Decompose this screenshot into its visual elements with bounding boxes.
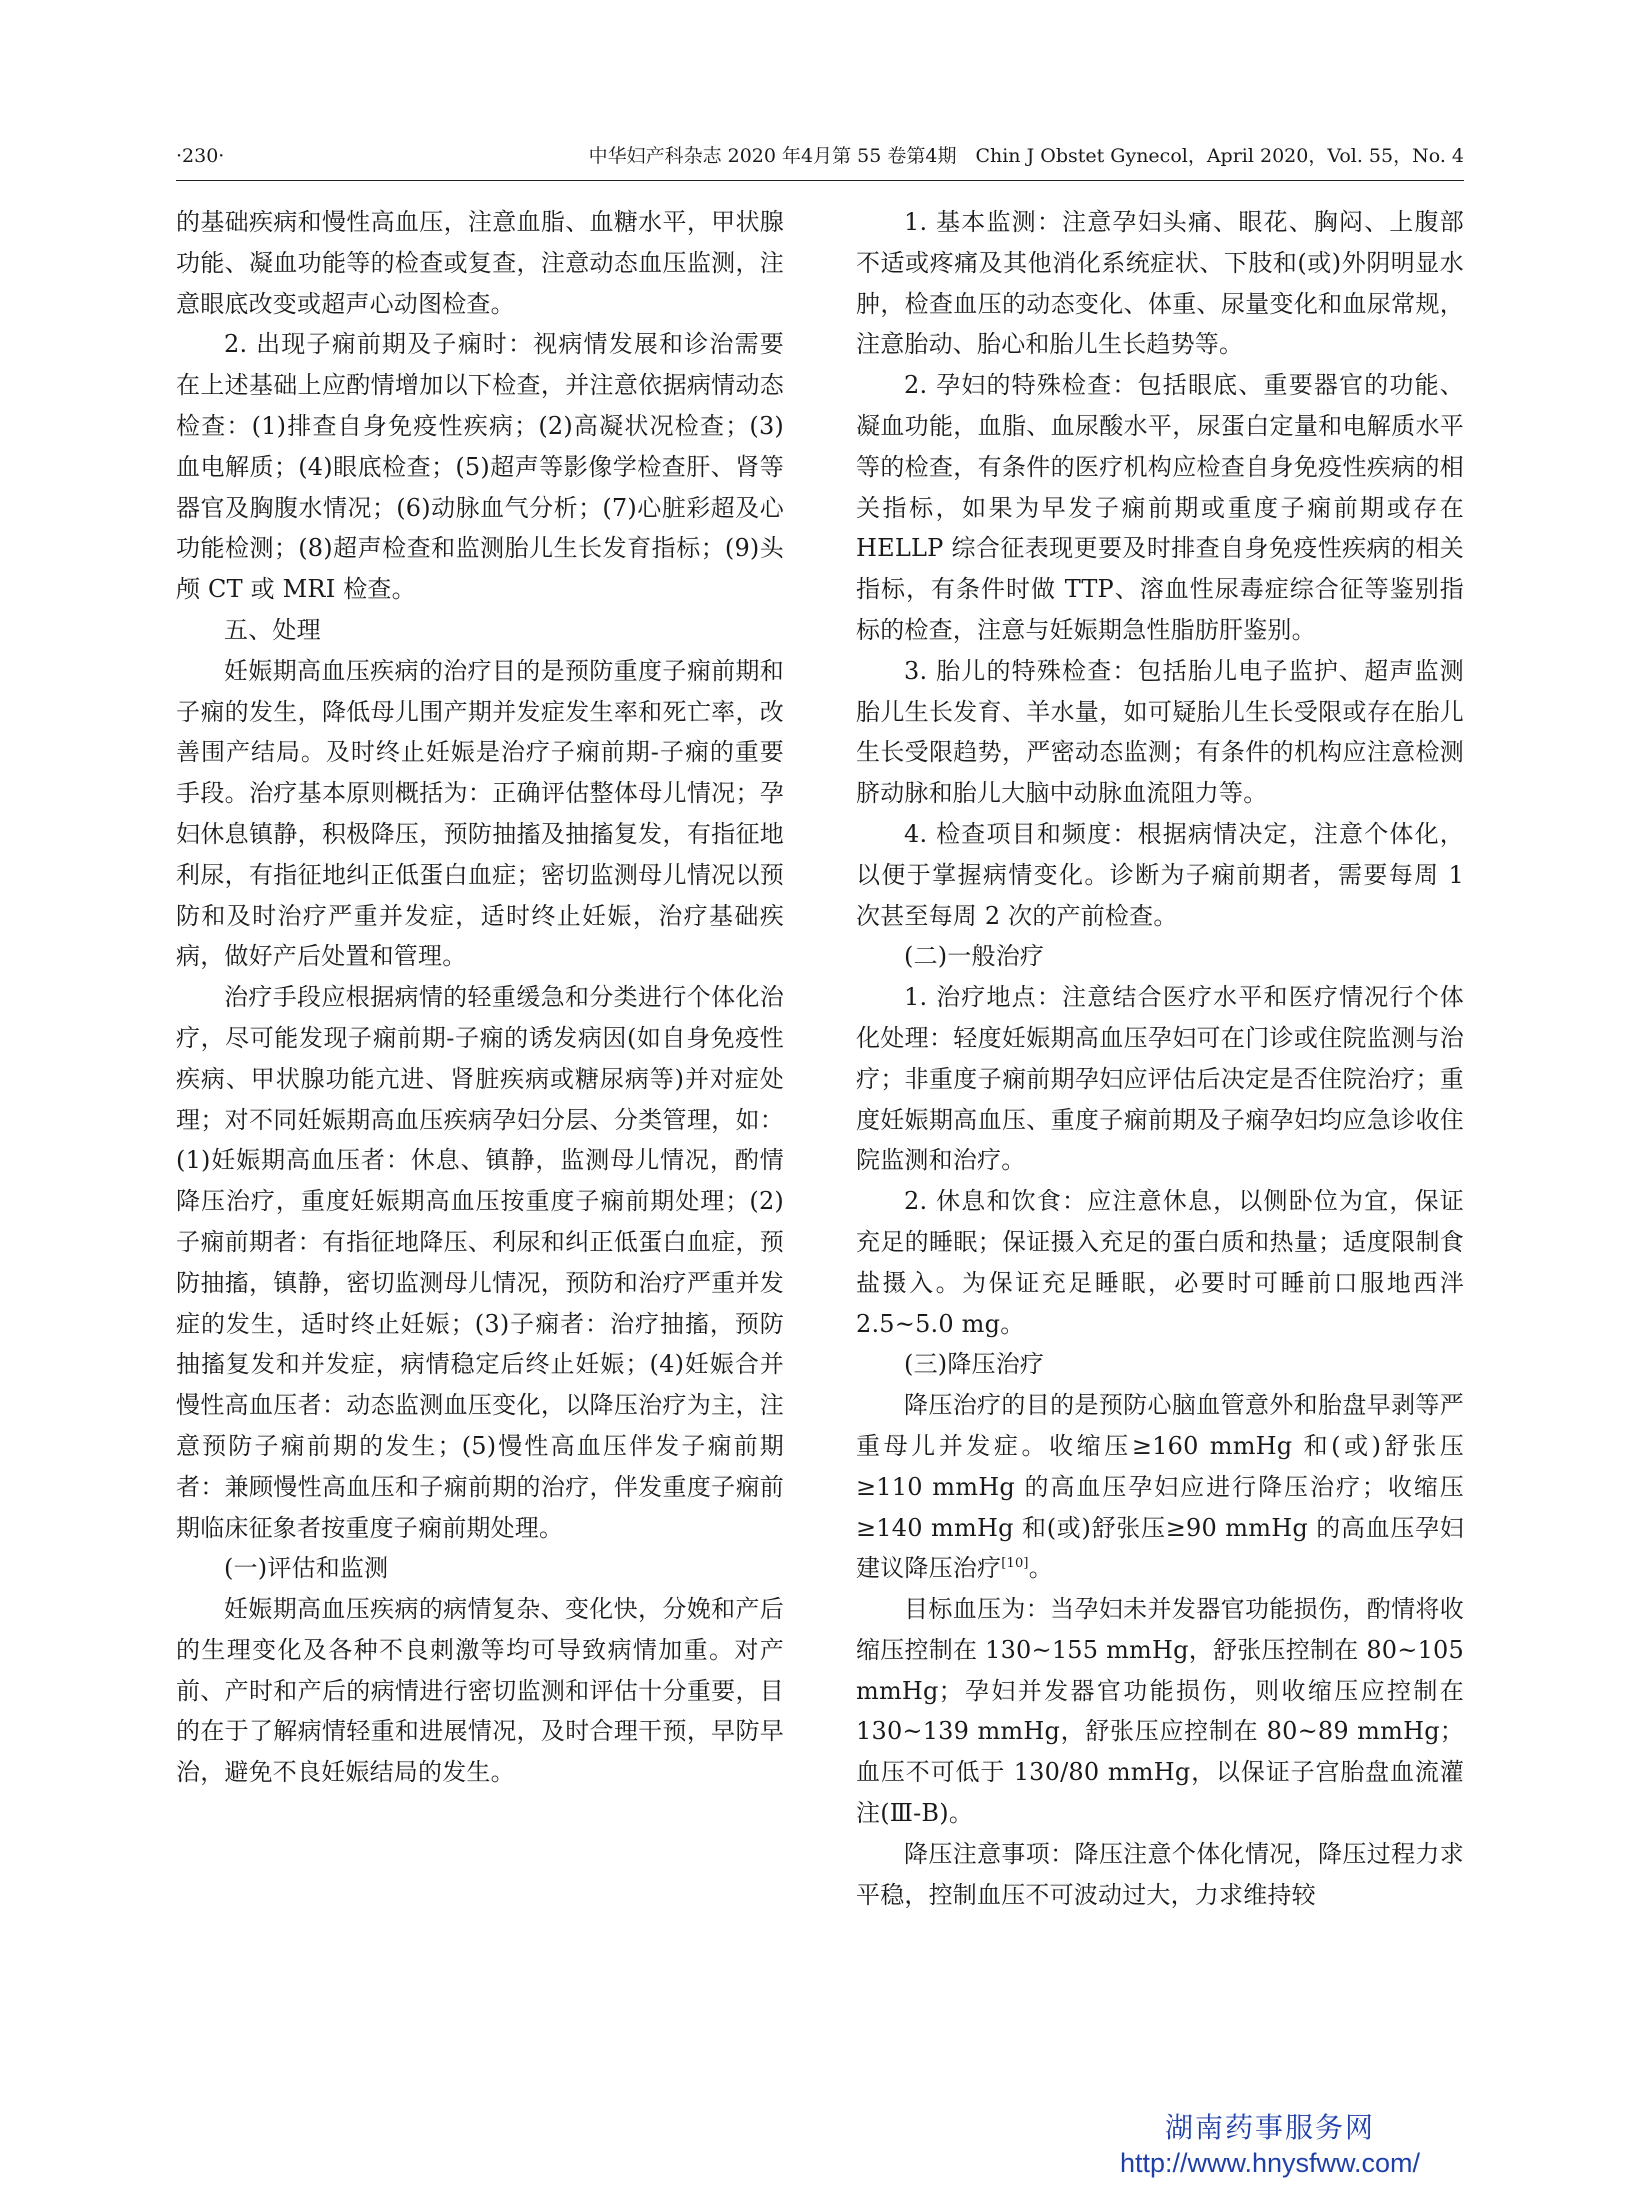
page-number: ·230·	[176, 145, 225, 167]
paragraph: 2. 孕妇的特殊检查：包括眼底、重要器官的功能、凝血功能，血脂、血尿酸水平，尿蛋白定量和电解质水平等的检查，有条件的医疗机构应检查自身免疫性疾病的相关指标，如果为早发子痫前期或重度子痫前期或存在 HELLP 综合征表现更要及时排查自身免疫性疾病的相关指标，有条件时做 TTP、溶血性尿毒症综合征等鉴别指标的检查，注意与妊娠期急性脂肪肝鉴别。	[856, 371, 1464, 644]
paragraph: 妊娠期高血压疾病的治疗目的是预防重度子痫前期和子痫的发生，降低母儿围产期并发症发生率和死亡率，改善围产结局。及时终止妊娠是治疗子痫前期-子痫的重要手段。治疗基本原则概括为：正确评估整体母儿情况；孕妇休息镇静，积极降压，预防抽搐及抽搐复发，有指征地利尿，有指征地纠正低蛋白血症；密切监测母儿情况以预防和及时治疗严重并发症，适时终止妊娠，治疗基础疾病，做好产后处置和管理。	[176, 656, 784, 971]
section-heading: (二)一般治疗	[904, 942, 1045, 971]
left-column	[176, 202, 784, 1793]
paragraph: 治疗手段应根据病情的轻重缓急和分类进行个体化治疗，尽可能发现子痫前期-子痫的诱发病因(如自身免疫性疾病、甲状腺功能亢进、肾脏疾病或糖尿病等)并对症处理；对不同妊娠期高血压疾病孕妇分层、分类管理，如：(1)妊娠期高血压者：休息、镇静，监测母儿情况，酌情降压治疗，重度妊娠期高血压按重度子痫前期处理；(2)子痫前期者：有指征地降压、利尿和纠正低蛋白血症，预防抽搐，镇静，密切监测母儿情况，预防和治疗严重并发症的发生，适时终止妊娠；(3)子痫者：治疗抽搐，预防抽搐复发和并发症，病情稳定后终止妊娠；(4)妊娠合并慢性高血压者：动态监测血压变化，以降压治疗为主，注意预防子痫前期的发生；(5)慢性高血压伴发子痫前期者：兼顾慢性高血压和子痫前期的治疗，伴发重度子痫前期临床征象者按重度子痫前期处理。	[176, 983, 784, 1542]
paragraph-with-citation	[856, 1385, 1464, 1589]
section-heading: 五、处理	[224, 615, 321, 644]
citation-ref[interactable]: [10]	[1001, 1556, 1029, 1572]
section-heading: (三)降压治疗	[904, 1350, 1045, 1379]
paragraph: 4. 检查项目和频度：根据病情决定，注意个体化，以便于掌握病情变化。诊断为子痫前期者，需要每周 1 次甚至每周 2 次的产前检查。	[856, 819, 1464, 930]
journal-citation: 中华妇产科杂志 2020 年4月第 55 卷第4期 Chin J Obstet Gynecol，April 2020，Vol. 55，No. 4	[588, 145, 1464, 167]
watermark-site-name: 湖南药事服务网	[1164, 2112, 1375, 2143]
section-heading: (一)评估和监测	[224, 1554, 389, 1583]
running-header	[176, 136, 1464, 176]
right-column	[856, 202, 1464, 1915]
paragraph: 目标血压为：当孕妇未并发器官功能损伤，酌情将收缩压控制在 130~155 mmHg，舒张压控制在 80~105 mmHg；孕妇并发器官功能损伤，则收缩压应控制在 130~139 mmHg，舒张压应控制在 80~89 mmHg；血压不可低于 130/80 mmHg，以保证子宫胎盘血流灌注(Ⅲ-B)。	[856, 1595, 1464, 1828]
watermark-url[interactable]: http://www.hnysfww.com/	[1119, 2148, 1421, 2178]
paragraph: 3. 胎儿的特殊检查：包括胎儿电子监护、超声监测胎儿生长发育、羊水量，如可疑胎儿生长受限或存在胎儿生长受限趋势，严密动态监测；有条件的机构应注意检测脐动脉和胎儿大脑中动脉血流阻力等。	[856, 656, 1464, 808]
paragraph: 1. 治疗地点：注意结合医疗水平和医疗情况行个体化处理：轻度妊娠期高血压孕妇可在门诊或住院监测与治疗；非重度子痫前期孕妇应评估后决定是否住院治疗；重度妊娠期高血压、重度子痫前期及子痫孕妇均应急诊收住院监测和治疗。	[856, 983, 1464, 1175]
paragraph: 妊娠期高血压疾病的病情复杂、变化快，分娩和产后的生理变化及各种不良刺激等均可导致病情加重。对产前、产时和产后的病情进行密切监测和评估十分重要，目的在于了解病情轻重和进展情况，及时合理干预，早防早治，避免不良妊娠结局的发生。	[176, 1595, 784, 1787]
watermark	[1060, 2110, 1480, 2180]
paragraph: 2. 休息和饮食：应注意休息，以侧卧位为宜，保证充足的睡眠；保证摄入充足的蛋白质和热量；适度限制食盐摄入。为保证充足睡眠，必要时可睡前口服地西泮 2.5~5.0 mg。	[856, 1187, 1464, 1338]
paragraph: 降压注意事项：降压注意个体化情况，降压过程力求平稳，控制血压不可波动过大，力求维持较	[856, 1839, 1464, 1909]
paragraph-tail: 。	[1028, 1554, 1053, 1583]
header-rule	[176, 180, 1464, 181]
paragraph: 的基础疾病和慢性高血压，注意血脂、血糖水平，甲状腺功能、凝血功能等的检查或复查，注意动态血压监测，注意眼底改变或超声心动图检查。	[176, 208, 784, 318]
paragraph: 1. 基本监测：注意孕妇头痛、眼花、胸闷、上腹部不适或疼痛及其他消化系统症状、下肢和(或)外阴明显水肿，检查血压的动态变化、体重、尿量变化和血尿常规，注意胎动、胎心和胎儿生长趋势等。	[856, 208, 1464, 359]
paragraph-text: 降压治疗的目的是预防心脑血管意外和胎盘早剥等严重母儿并发症。收缩压≥160 mmHg 和(或)舒张压≥110 mmHg 的高血压孕妇应进行降压治疗；收缩压≥140 mmHg 和(或)舒张压≥90 mmHg 的高血压孕妇建议降压治疗	[856, 1391, 1464, 1583]
paragraph: 2. 出现子痫前期及子痫时：视病情发展和诊治需要在上述基础上应酌情增加以下检查，并注意依据病情动态检查：(1)排查自身免疫性疾病；(2)高凝状况检查；(3)血电解质；(4)眼底检查；(5)超声等影像学检查肝、肾等器官及胸腹水情况；(6)动脉血气分析；(7)心脏彩超及心功能检测；(8)超声检查和监测胎儿生长发育指标；(9)头颅 CT 或 MRI 检查。	[176, 330, 784, 604]
